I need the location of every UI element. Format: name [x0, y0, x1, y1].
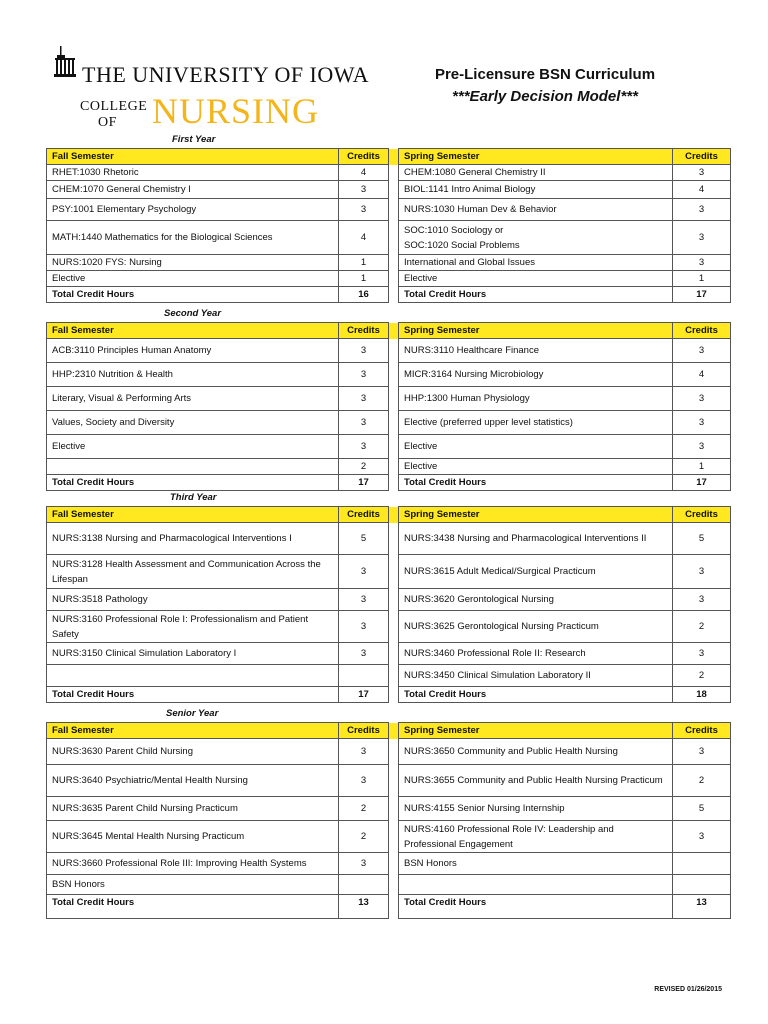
spring-credits: 4: [673, 181, 731, 199]
total-label: Total Credit Hours: [47, 687, 339, 703]
spring-total: 17: [673, 287, 731, 303]
spring-credits: [673, 875, 731, 895]
page-subtitle: ***Early Decision Model***: [452, 88, 638, 105]
fall-semester-header: Fall Semester: [47, 323, 339, 339]
spring-credits: 3: [673, 739, 731, 765]
table-row: [47, 739, 731, 765]
fall-course: [47, 459, 339, 475]
column-gap: [389, 507, 399, 523]
spring-credits: 2: [673, 765, 731, 797]
fall-course: NURS:3518 Pathology: [47, 589, 339, 611]
spring-course: NURS:3650 Community and Public Health Nursing: [399, 739, 673, 765]
credits-header: Credits: [673, 323, 731, 339]
fall-credits: 5: [339, 523, 389, 555]
year-table: [46, 506, 731, 703]
column-gap: [389, 765, 399, 797]
credits-header: Credits: [673, 507, 731, 523]
column-gap: [389, 589, 399, 611]
fall-course: NURS:3138 Nursing and Pharmacological Interventions I: [47, 523, 339, 555]
spring-course: CHEM:1080 General Chemistry II: [399, 165, 673, 181]
spring-credits: 3: [673, 339, 731, 363]
revised-date: REVISED 01/26/2015: [654, 986, 722, 993]
credits-header: Credits: [339, 323, 389, 339]
table-row: [47, 611, 731, 643]
fall-course: HHP:2310 Nutrition & Health: [47, 363, 339, 387]
fall-course: Elective: [47, 271, 339, 287]
column-gap: [389, 271, 399, 287]
fall-course: Literary, Visual & Performing Arts: [47, 387, 339, 411]
table-row: [47, 271, 731, 287]
fall-course: Elective: [47, 435, 339, 459]
column-gap: [389, 199, 399, 221]
column-gap: [389, 555, 399, 589]
column-gap: [389, 435, 399, 459]
table-row: [47, 363, 731, 387]
spring-course: Elective: [399, 435, 673, 459]
spring-semester-header: Spring Semester: [399, 323, 673, 339]
fall-semester-header: Fall Semester: [47, 723, 339, 739]
column-gap: [389, 255, 399, 271]
table-row: [47, 199, 731, 221]
total-row: [47, 287, 731, 303]
spring-course: NURS:3655 Community and Public Health Nursing Practicum: [399, 765, 673, 797]
column-gap: [389, 665, 399, 687]
fall-credits: 2: [339, 821, 389, 853]
year-label: Senior Year: [166, 708, 219, 719]
spring-credits: 3: [673, 589, 731, 611]
fall-credits: 3: [339, 435, 389, 459]
spring-course: [399, 875, 673, 895]
fall-credits: 1: [339, 255, 389, 271]
table-row: [47, 665, 731, 687]
column-gap: [389, 387, 399, 411]
spring-credits: 3: [673, 221, 731, 255]
table-row: [47, 459, 731, 475]
column-gap: [389, 287, 399, 303]
fall-credits: 3: [339, 643, 389, 665]
spring-semester-header: Spring Semester: [399, 723, 673, 739]
total-row: [47, 475, 731, 491]
spring-course: NURS:3620 Gerontological Nursing: [399, 589, 673, 611]
fall-credits: 3: [339, 611, 389, 643]
column-gap: [389, 797, 399, 821]
column-gap: [389, 687, 399, 703]
spring-course: NURS:3110 Healthcare Finance: [399, 339, 673, 363]
fall-semester-header: Fall Semester: [47, 507, 339, 523]
fall-credits: 3: [339, 387, 389, 411]
column-gap: [389, 475, 399, 491]
fall-credits: 3: [339, 363, 389, 387]
fall-credits: 3: [339, 853, 389, 875]
year-label: Second Year: [164, 308, 222, 319]
logo-university-name: THE UNIVERSITY OF IOWA: [82, 62, 369, 87]
spring-course: SOC:1010 Sociology or SOC:1020 Social Problems: [399, 221, 673, 255]
column-gap: [389, 339, 399, 363]
column-gap: [389, 411, 399, 435]
fall-credits: 2: [339, 459, 389, 475]
spring-credits: 3: [673, 411, 731, 435]
table-row: [47, 765, 731, 797]
spring-course: NURS:3460 Professional Role II: Research: [399, 643, 673, 665]
spring-credits: 3: [673, 387, 731, 411]
fall-total: 13: [339, 895, 389, 919]
university-logo: [52, 44, 369, 134]
old-capitol-icon: [54, 46, 78, 80]
fall-credits: 3: [339, 199, 389, 221]
fall-credits: 3: [339, 411, 389, 435]
table-row: [47, 387, 731, 411]
table-row: [47, 589, 731, 611]
column-gap: [389, 643, 399, 665]
spring-course: NURS:3615 Adult Medical/Surgical Practicum: [399, 555, 673, 589]
logo-nursing-word: NURSING: [152, 91, 320, 131]
spring-course: BSN Honors: [399, 853, 673, 875]
fall-course: ACB:3110 Principles Human Anatomy: [47, 339, 339, 363]
total-row: [47, 895, 731, 919]
fall-course: MATH:1440 Mathematics for the Biological Sciences: [47, 221, 339, 255]
table-header-row: [47, 149, 731, 165]
table-row: [47, 435, 731, 459]
spring-credits: 3: [673, 165, 731, 181]
table-header-row: [47, 507, 731, 523]
spring-credits: 3: [673, 199, 731, 221]
table-row: [47, 643, 731, 665]
table-row: [47, 181, 731, 199]
spring-total: 17: [673, 475, 731, 491]
spring-credits: 2: [673, 665, 731, 687]
column-gap: [389, 459, 399, 475]
fall-course: NURS:3630 Parent Child Nursing: [47, 739, 339, 765]
spring-course: NURS:3450 Clinical Simulation Laboratory II: [399, 665, 673, 687]
spring-course: NURS:4155 Senior Nursing Internship: [399, 797, 673, 821]
spring-course: MICR:3164 Nursing Microbiology: [399, 363, 673, 387]
fall-credits: [339, 875, 389, 895]
spring-course: NURS:1030 Human Dev & Behavior: [399, 199, 673, 221]
table-row: [47, 523, 731, 555]
spring-course: NURS:3625 Gerontological Nursing Practicum: [399, 611, 673, 643]
spring-credits: 3: [673, 821, 731, 853]
fall-credits: 3: [339, 555, 389, 589]
table-header-row: [47, 323, 731, 339]
fall-total: 16: [339, 287, 389, 303]
fall-course: NURS:3635 Parent Child Nursing Practicum: [47, 797, 339, 821]
spring-credits: 3: [673, 643, 731, 665]
fall-course: [47, 665, 339, 687]
fall-total: 17: [339, 687, 389, 703]
spring-credits: 3: [673, 435, 731, 459]
spring-credits: 1: [673, 271, 731, 287]
spring-credits: 1: [673, 459, 731, 475]
fall-course: BSN Honors: [47, 875, 339, 895]
fall-course: NURS:3160 Professional Role I: Professionalism and Patient Safety: [47, 611, 339, 643]
column-gap: [389, 853, 399, 875]
table-row: [47, 165, 731, 181]
table-row: [47, 797, 731, 821]
column-gap: [389, 323, 399, 339]
total-label: Total Credit Hours: [399, 687, 673, 703]
spring-credits: 2: [673, 611, 731, 643]
fall-course: NURS:1020 FYS: Nursing: [47, 255, 339, 271]
credits-header: Credits: [339, 507, 389, 523]
fall-credits: 3: [339, 181, 389, 199]
fall-credits: 3: [339, 765, 389, 797]
total-label: Total Credit Hours: [399, 287, 673, 303]
fall-course: RHET:1030 Rhetoric: [47, 165, 339, 181]
column-gap: [389, 875, 399, 895]
column-gap: [389, 611, 399, 643]
column-gap: [389, 363, 399, 387]
spring-course: NURS:3438 Nursing and Pharmacological Interventions II: [399, 523, 673, 555]
fall-credits: 3: [339, 739, 389, 765]
column-gap: [389, 221, 399, 255]
credits-header: Credits: [339, 723, 389, 739]
fall-total: 17: [339, 475, 389, 491]
table-row: [47, 411, 731, 435]
total-label: Total Credit Hours: [399, 895, 673, 919]
total-label: Total Credit Hours: [47, 475, 339, 491]
spring-course: NURS:4160 Professional Role IV: Leadership and Professional Engagement: [399, 821, 673, 853]
column-gap: [389, 895, 399, 919]
fall-credits: 3: [339, 589, 389, 611]
page-title: Pre-Licensure BSN Curriculum: [434, 66, 656, 83]
total-row: [47, 687, 731, 703]
table-row: [47, 555, 731, 589]
year-table: [46, 722, 731, 919]
spring-total: 18: [673, 687, 731, 703]
year-label: Third Year: [170, 492, 217, 503]
spring-course: International and Global Issues: [399, 255, 673, 271]
total-label: Total Credit Hours: [399, 475, 673, 491]
column-gap: [389, 181, 399, 199]
spring-credits: 4: [673, 363, 731, 387]
table-row: [47, 875, 731, 895]
fall-course: Values, Society and Diversity: [47, 411, 339, 435]
fall-credits: 4: [339, 221, 389, 255]
spring-course: BIOL:1141 Intro Animal Biology: [399, 181, 673, 199]
column-gap: [389, 165, 399, 181]
total-label: Total Credit Hours: [47, 895, 339, 919]
spring-credits: 5: [673, 523, 731, 555]
spring-credits: [673, 853, 731, 875]
fall-credits: 2: [339, 797, 389, 821]
fall-credits: 3: [339, 339, 389, 363]
table-row: [47, 339, 731, 363]
logo-of-word: OF: [98, 115, 117, 130]
credits-header: Credits: [339, 149, 389, 165]
credits-header: Credits: [673, 149, 731, 165]
spring-semester-header: Spring Semester: [399, 507, 673, 523]
fall-course: CHEM:1070 General Chemistry I: [47, 181, 339, 199]
fall-credits: 1: [339, 271, 389, 287]
fall-credits: 4: [339, 165, 389, 181]
table-row: [47, 221, 731, 255]
spring-credits: 3: [673, 555, 731, 589]
table-row: [47, 821, 731, 853]
spring-total: 13: [673, 895, 731, 919]
spring-semester-header: Spring Semester: [399, 149, 673, 165]
table-header-row: [47, 723, 731, 739]
year-table: [46, 148, 731, 303]
credits-header: Credits: [673, 723, 731, 739]
logo-college-word: COLLEGE: [80, 99, 148, 114]
spring-credits: 5: [673, 797, 731, 821]
fall-course: NURS:3660 Professional Role III: Improving Health Systems: [47, 853, 339, 875]
fall-course: PSY:1001 Elementary Psychology: [47, 199, 339, 221]
fall-course: NURS:3150 Clinical Simulation Laboratory I: [47, 643, 339, 665]
column-gap: [389, 821, 399, 853]
spring-course: HHP:1300 Human Physiology: [399, 387, 673, 411]
fall-credits: [339, 665, 389, 687]
column-gap: [389, 149, 399, 165]
spring-credits: 3: [673, 255, 731, 271]
table-row: [47, 853, 731, 875]
fall-course: NURS:3645 Mental Health Nursing Practicum: [47, 821, 339, 853]
year-table: [46, 322, 731, 491]
total-label: Total Credit Hours: [47, 287, 339, 303]
table-row: [47, 255, 731, 271]
year-label: First Year: [172, 134, 216, 145]
column-gap: [389, 739, 399, 765]
spring-course: Elective: [399, 459, 673, 475]
fall-semester-header: Fall Semester: [47, 149, 339, 165]
spring-course: Elective: [399, 271, 673, 287]
fall-course: NURS:3640 Psychiatric/Mental Health Nursing: [47, 765, 339, 797]
column-gap: [389, 523, 399, 555]
fall-course: NURS:3128 Health Assessment and Communication Across the Lifespan: [47, 555, 339, 589]
spring-course: Elective (preferred upper level statistics): [399, 411, 673, 435]
column-gap: [389, 723, 399, 739]
